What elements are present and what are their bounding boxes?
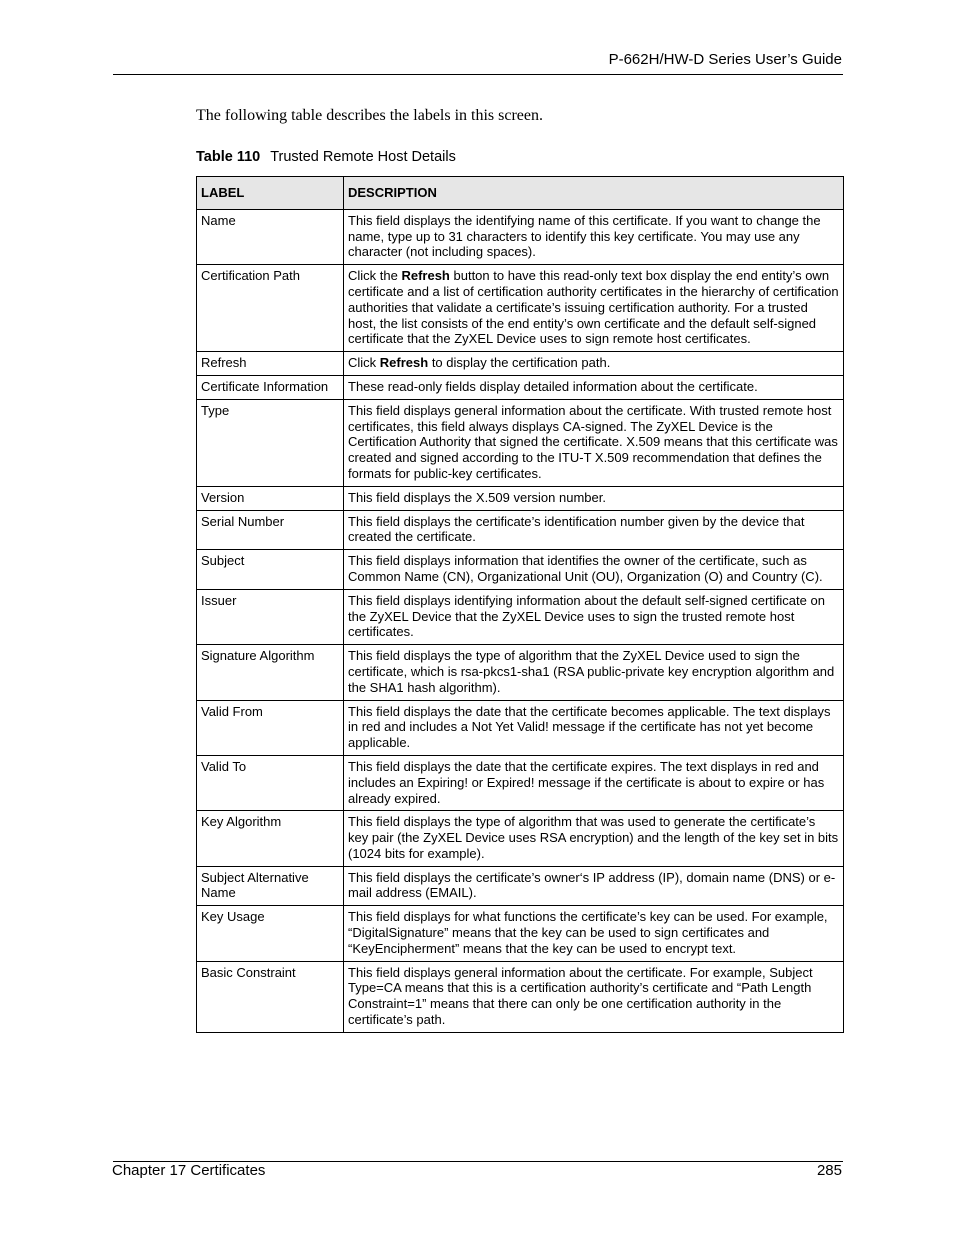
row-description <box>344 486 844 510</box>
table-row <box>197 486 844 510</box>
row-label: Key Algorithm <box>197 811 344 866</box>
description-text: This field displays the identifying name of this certificate. If you want to change the name, type up to 31 characters to identify this key certificate. You may use any character (not including spaces). <box>348 212 821 260</box>
row-label: Subject Alternative Name <box>197 866 344 906</box>
row-description <box>344 352 844 376</box>
table-caption <box>196 149 456 165</box>
table-body <box>197 209 844 1032</box>
table-header-row <box>197 177 844 210</box>
table-row <box>197 265 844 352</box>
row-description <box>344 209 844 264</box>
description-bold-term: Refresh <box>401 268 450 284</box>
row-description <box>344 700 844 755</box>
header-rule <box>113 74 843 75</box>
row-label: Certification Path <box>197 265 344 352</box>
row-description <box>344 645 844 700</box>
table-row <box>197 550 844 590</box>
row-label: Valid To <box>197 755 344 810</box>
table-row <box>197 352 844 376</box>
table-row <box>197 375 844 399</box>
row-description <box>344 961 844 1032</box>
row-description <box>344 866 844 906</box>
description-text: This field displays the certificate’s owner‘s IP address (IP), domain name (DNS) or e-mail address (EMAIL). <box>348 869 836 901</box>
row-description <box>344 906 844 961</box>
table-row <box>197 866 844 906</box>
table-row <box>197 700 844 755</box>
description-text: This field displays general information about the certificate. For example, Subject Type=CA means that this is a certification authority’s certificate and “Path Length Constraint=1” means that there can only be one certification authority in the certificate’s path. <box>348 964 813 1028</box>
row-label: Version <box>197 486 344 510</box>
description-text: Click <box>348 355 380 371</box>
description-text: This field displays the date that the certificate becomes applicable. The text displays in red and includes a Not Yet Valid! message if the certificate has not yet become applicable. <box>348 703 831 751</box>
running-header-title: P-662H/HW-D Series User’s Guide <box>608 51 842 68</box>
description-text: This field displays the certificate’s identification number given by the device that created the certificate. <box>348 513 805 545</box>
description-text: These read-only fields display detailed information about the certificate. <box>348 378 758 394</box>
intro-paragraph: The following table describes the labels in this screen. <box>196 107 544 124</box>
description-text-continued: button to have this read-only text box display the end entity’s own certificate and a list of certification authority certificates in the hierarchy of certification authorities that validate a certificate’s issuing certification authority. For a trusted host, the list consists of the end entity’s own certificate and the default self-signed certificate that the ZyXEL Device uses to sign remote host certificates. <box>348 268 839 347</box>
row-label: Key Usage <box>197 906 344 961</box>
label-column-header: LABEL <box>197 177 344 210</box>
row-description <box>344 375 844 399</box>
table-caption-title: Trusted Remote Host Details <box>270 149 456 165</box>
table-row <box>197 399 844 486</box>
row-label: Refresh <box>197 352 344 376</box>
description-text: This field displays the X.509 version number. <box>348 489 606 505</box>
table-row <box>197 645 844 700</box>
footer-chapter: Chapter 17 Certificates <box>112 1162 266 1179</box>
row-label: Signature Algorithm <box>197 645 344 700</box>
row-description <box>344 510 844 550</box>
table-row <box>197 811 844 866</box>
table-row <box>197 589 844 644</box>
row-description <box>344 550 844 590</box>
row-description <box>344 811 844 866</box>
details-table <box>196 176 844 1033</box>
table-row <box>197 510 844 550</box>
description-text-continued: to display the certification path. <box>428 355 611 371</box>
row-label: Type <box>197 399 344 486</box>
description-text: This field displays the type of algorithm that the ZyXEL Device used to sign the certificate, which is rsa-pkcs1-sha1 (RSA public-private key encryption algorithm and the SHA1 hash algorithm). <box>348 648 835 695</box>
table-caption-number: Table 110 <box>196 149 261 165</box>
row-label: Subject <box>197 550 344 590</box>
description-text: This field displays general information about the certificate. With trusted remote host certificates, this field always displays CA-signed. The ZyXEL Device is the Certification Authority that signed the certificate. X.509 means that this certificate was created and signed according to the ITU-T X.509 recommendation that defines the formats for public-key certificates. <box>348 402 838 481</box>
description-bold-term: Refresh <box>379 355 429 371</box>
description-text: This field displays for what functions the certificate’s key can be used. For example, “DigitalSignature” means that the key can be used to sign certificates and “KeyEncipherment” means that the key can be used to encrypt text. <box>348 909 828 956</box>
row-description <box>344 399 844 486</box>
description-text: This field displays the date that the certificate expires. The text displays in red and includes an Expiring! or Expired! message if the certificate is about to expire or has already expired. <box>348 758 825 806</box>
row-label: Serial Number <box>197 510 344 550</box>
description-text: This field displays identifying information about the default self-signed certificate on the ZyXEL Device that the ZyXEL Device uses to sign the trusted remote host certificates. <box>348 592 825 640</box>
row-description <box>344 265 844 352</box>
row-label: Basic Constraint <box>197 961 344 1032</box>
table-row <box>197 961 844 1032</box>
row-label: Issuer <box>197 589 344 644</box>
table-row <box>197 906 844 961</box>
description-text: Click the <box>348 268 402 284</box>
row-label: Certificate Information <box>197 375 344 399</box>
row-description <box>344 589 844 644</box>
row-description <box>344 755 844 810</box>
table-row <box>197 755 844 810</box>
row-label: Valid From <box>197 700 344 755</box>
row-label: Name <box>197 209 344 264</box>
description-text: This field displays information that identifies the owner of the certificate, such as Common Name (CN), Organizational Unit (OU), Organization (O) and Country (C). <box>348 553 823 584</box>
description-text: This field displays the type of algorithm that was used to generate the certificate’s key pair (the ZyXEL Device uses RSA encryption) and the length of the key set in bits (1024 bits for example). <box>348 814 839 861</box>
description-column-header: DESCRIPTION <box>344 177 844 210</box>
footer-page-number: 285 <box>816 1162 842 1179</box>
table-row <box>197 209 844 264</box>
